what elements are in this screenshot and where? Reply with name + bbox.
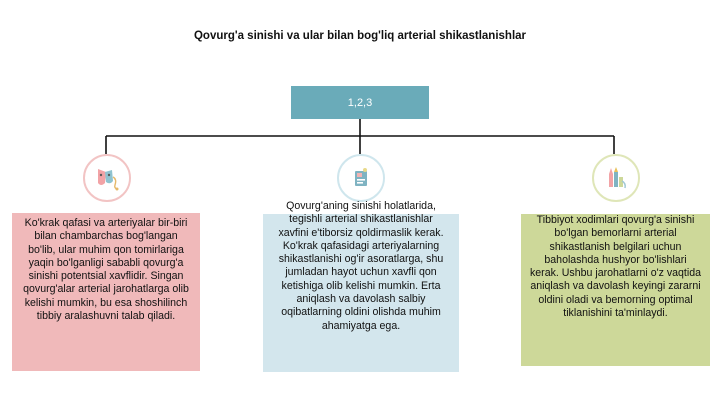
branch-1-card	[12, 213, 200, 371]
branch-1-text: Ko'krak qafasi va arteriyalar bir-biri bilan chambarchas bog'langan bo'lib, ular muhim qon tomirlariga yaqin bo'lganligi sababli qovurg'a sinishi potentsial xavflidir. Singan qovurg'alar arterial jarohatlarga olib kelishi mumkin, bu esa shoshilinch tibbiy aralashuvni talab qiladi.	[23, 217, 189, 323]
root-node	[291, 86, 429, 119]
branch-3-text: Tibbiyot xodimlari qovurg'a sinishi bo'lgan bemorlarni arterial shikastlanish belgilari uchun baholashda hushyor bo'lishlari kerak. Ushbu jarohatlarni o'z vaqtida aniqlash va davolash keyingi zararni oldini oladi va bemorning optimal tiklanishini ta'minlaydi.	[529, 214, 702, 320]
diagram-title: Qovurg'a sinishi va ular bilan bog'liq arterial shikastlanishlar	[193, 30, 527, 42]
branch-1-icon-circle	[83, 154, 131, 202]
branch-2-text: Qovurg'aning sinishi holatlarida, tegishli arterial shikastlanishlar xavfini e'tiborsiz qoldirmaslik kerak. Ko'krak qafasidagi arteriyalarning shikastlanishi og'ir asoratlarga, shu jumladan hayot uchun xavfli qon ketishiga olib kelishi mumkin. Erta aniqlash va davolash salbiy oqibatlarning oldini olishda muhim ahamiyatga ega.	[278, 200, 444, 332]
branch-3-icon-circle	[592, 154, 640, 202]
card-icon	[346, 163, 376, 193]
root-label: 1,2,3	[347, 96, 373, 109]
puppet-mask-icon	[92, 163, 122, 193]
branch-3-card	[521, 214, 710, 366]
paint-tools-icon	[601, 163, 631, 193]
branch-2-text-block	[263, 200, 459, 390]
branch-2-icon-circle	[337, 154, 385, 202]
